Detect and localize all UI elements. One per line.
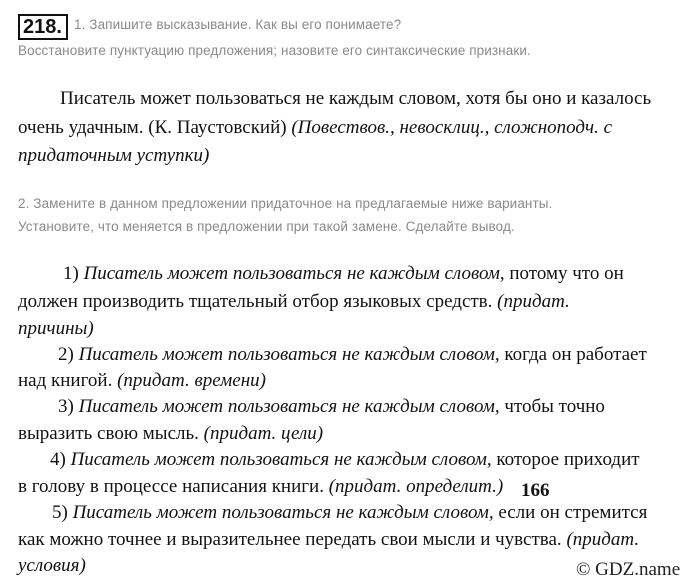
variant-5-line2	[18, 529, 639, 551]
instruction-1-line1: 1. Запишите высказывание. Как вы его понимаете?	[74, 17, 402, 32]
instruction-2-line2: Установите, что меняется в предложении при такой замене. Сделайте вывод.	[18, 219, 515, 234]
variant-number: 1)	[63, 263, 84, 284]
variant-1-line1	[63, 263, 624, 285]
quote-line-3	[18, 145, 209, 167]
variant-main-clause: Писатель может пользоваться не каждым словом,	[70, 449, 492, 470]
task-number: 218.	[18, 14, 68, 40]
variant-note: (придат. цели)	[203, 423, 324, 444]
variant-note-cont: причины)	[18, 318, 94, 339]
variant-text: над книгой.	[18, 370, 118, 391]
variant-2-line1	[58, 344, 647, 366]
quote-text: очень удачным. (К. Паустовский)	[18, 117, 292, 138]
variant-5-line3	[18, 555, 86, 577]
variant-text: должен производить тщательный отбор языковых средств.	[18, 291, 498, 312]
variant-4-line2	[18, 476, 503, 498]
variant-note: (придат.	[566, 529, 640, 550]
variant-note: (придат. времени)	[117, 370, 266, 391]
variant-subordinate-clause: когда он работает	[499, 344, 647, 365]
variant-number: 2)	[58, 344, 79, 365]
variant-main-clause: Писатель может пользоваться не каждым словом,	[78, 396, 500, 417]
variant-note: (придат. определит.)	[328, 476, 504, 497]
variant-3-line1	[58, 396, 605, 418]
quote-line-1: Писатель может пользоваться не каждым словом, хотя бы оно и казалось	[60, 88, 652, 109]
variant-number: 4)	[50, 449, 71, 470]
variant-1-line3	[18, 318, 94, 340]
variant-4-line1	[50, 449, 640, 471]
variant-subordinate-clause: , потому что он	[499, 263, 624, 284]
variant-main-clause: Писатель может пользоваться не каждым словом	[83, 263, 500, 284]
variant-3-line2	[18, 423, 323, 445]
quote-analysis: (Повествов., невосклиц., сложноподч. с	[291, 117, 613, 138]
variant-number: 5)	[52, 502, 73, 523]
watermark: © GDZ.name	[576, 559, 681, 580]
quote-line-2	[18, 117, 612, 139]
variant-number: 3)	[58, 396, 79, 417]
variant-subordinate-clause: если он стремится	[493, 502, 648, 523]
variant-1-line2	[18, 291, 570, 313]
variant-note-cont: условия)	[18, 555, 86, 576]
variant-subordinate-clause: чтобы точно	[499, 396, 605, 417]
quote-analysis-cont: придаточным уступки)	[18, 145, 210, 166]
variant-text: в голову в процессе написания книги.	[18, 476, 329, 497]
variant-subordinate-clause: которое приходит	[491, 449, 640, 470]
variant-main-clause: Писатель может пользоваться не каждым словом,	[78, 344, 500, 365]
variant-main-clause: Писатель может пользоваться не каждым словом,	[72, 502, 494, 523]
variant-note: (придат.	[497, 291, 570, 312]
variant-text: как можно точнее и выразительнее передать свои мысли и чувства.	[18, 529, 567, 550]
variant-text: выразить свою мысль.	[18, 423, 204, 444]
page-number: 166	[521, 480, 550, 501]
variant-2-line2	[18, 370, 266, 392]
variant-5-line1	[52, 502, 647, 524]
instruction-1-line2: Восстановите пунктуацию предложения; назовите его синтаксические признаки.	[18, 43, 531, 58]
instruction-2-line1: 2. Замените в данном предложении придаточное на предлагаемые ниже варианты.	[18, 196, 553, 211]
